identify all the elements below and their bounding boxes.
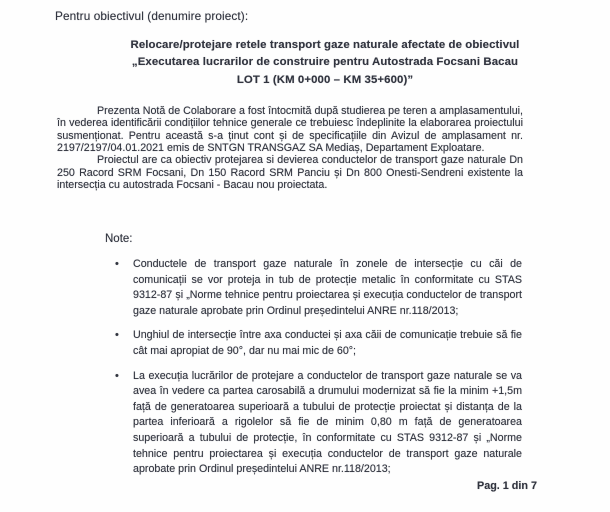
note-label: Note:	[105, 233, 133, 245]
project-title	[88, 37, 562, 89]
note-item-intersection-angle: • Unghiul de intersecție între axa conductei și axa căii de comunicație trebuie să fie cât mai apropiat de 90°, dar nu mai mic de 60°;	[133, 328, 522, 359]
project-title-line-3: LOT 1 (KM 0+000 – KM 35+600)”	[236, 73, 414, 86]
note-item-protection-tube: • Conductele de transport gaze naturale în zonele de intersecție cu căi de comunicații se vor proteja in tub de protecție metalic în conformitate cu STAS 9312-87 și „Norme tehnice pentru proiectarea și execuția conductelor de transport gaze naturale aprobate prin Ordinul președintelui ANRE nr.118/2013;	[133, 257, 522, 319]
project-title-line-2: „Executarea lucrarilor de construire pentru Autostrada Focsani Bacau	[131, 56, 519, 69]
project-designation-label: Pentru obiectivul (denumire proiect):	[55, 9, 249, 23]
paragraph-collaboration-note: Prezenta Notă de Colaborare a fost întocmită după studierea pe teren a amplasamentului, în vederea identificării condițiilor tehnice generale ce trebuiesc îndeplinite la elaborarea proiectului susmenționat. Pentru această s-a ținut cont și de specificațiile din Avizul de amplasament nr. 2197/2197/04.01.2021 emis de SNTGN TRANSGAZ SA Mediaș, Departament Exploatare.	[57, 105, 523, 155]
note-list	[133, 257, 522, 487]
page-number: Pag. 1 din 7	[477, 480, 537, 492]
intro-text	[57, 105, 523, 191]
note-item-execution-depths: • La execuția lucrărilor de protejare a conductelor de transport gaze naturale se va avea în vedere ca partea carosabilă a drumului modernizat să fie la minim +1,5m față de generatoarea superioară a tubului de protecție proiectat și distanța de la partea inferioară a rigolelor să fie de minim 0,80 m față de generatoarea superioară a tubului de protecție, în conformitate cu STAS 9312-87 și „Norme tehnice pentru proiectarea și execuția conductelor de transport gaze naturale aprobate prin Ordinul președintelui ANRE nr.118/2013;	[133, 369, 522, 478]
project-title-line-1: Relocare/protejare retele transport gaze naturale afectate de obiectivul	[130, 39, 520, 51]
paragraph-project-objective: Proiectul are ca obiectiv protejarea si devierea conductelor de transport gaze naturale Dn 250 Racord SRM Focsani, Dn 150 Racord SRM Panciu și Dn 800 Onesti-Sendreni existente la intersecția cu autostrada Focsani - Bacau nou proiectata.	[57, 154, 523, 192]
